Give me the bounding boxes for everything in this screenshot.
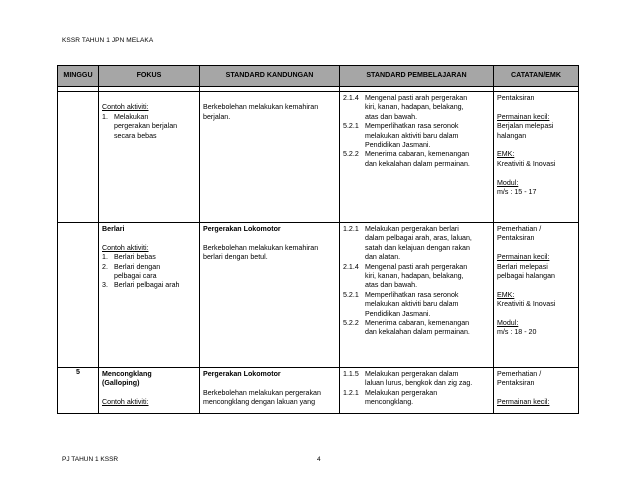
week-cell xyxy=(58,223,99,368)
kandungan-cell: Pergerakan Lokomotor Berkebolehan melakukan kemahiran berlari dengan betul. xyxy=(200,223,340,368)
list-item: 2. Berlari dengan pelbagai cara xyxy=(102,262,161,281)
list-item: 1. Melakukan pergerakan berjalan secara bebas xyxy=(102,112,178,140)
table-row xyxy=(58,223,579,368)
standard-item: 5.2.2 Menerima cabaran, kemenangan dan kekalahan dalam permainan. xyxy=(343,150,470,168)
week-cell xyxy=(58,92,99,223)
column-header: MINGGU xyxy=(58,66,99,87)
column-header: FOKUS xyxy=(99,66,200,87)
catatan-cell: Pemerhatian / Pentaksiran Permainan kecil: xyxy=(494,368,579,414)
fokus-title: Berlari xyxy=(102,225,125,233)
column-header: CATATAN/EMK xyxy=(494,66,579,87)
standard-item: 1.1.5 Melakukan pergerakan dalam laluan lurus, bengkok dan zig zag. xyxy=(343,370,473,388)
standard-item: 5.2.2 Menerima cabaran, kemenangan dan kekalahan dalam permainan. xyxy=(343,319,470,337)
fokus-title: Mencongklang xyxy=(102,370,152,378)
pembelajaran-cell xyxy=(340,223,494,368)
kandungan-cell: Pergerakan Lokomotor Berkebolehan melakukan pergerakan mencongklang dengan lakuan yang xyxy=(200,368,340,414)
table-header-row xyxy=(58,66,579,87)
table-row xyxy=(58,368,579,414)
pembelajaran-cell xyxy=(340,368,494,414)
week-cell: 5 xyxy=(58,368,99,414)
example-activity-label: Contoh aktiviti: xyxy=(102,103,149,112)
example-activity-label: Contoh aktiviti: xyxy=(102,398,149,407)
column-header: STANDARD PEMBELAJARAN xyxy=(340,66,494,87)
page-header: KSSR TAHUN 1 JPN MELAKA xyxy=(62,37,154,44)
standard-item: 5.2.1 Memperlihatkan rasa seronok melakukan aktiviti baru dalam Pendidikan Jasmani. xyxy=(343,122,459,150)
kandungan-title: Pergerakan Lokomotor xyxy=(203,225,281,233)
page-number: 4 xyxy=(317,456,321,463)
list-item: 1. Berlari bebas xyxy=(102,253,156,262)
lesson-plan-table xyxy=(57,65,579,414)
column-header: STANDARD KANDUNGAN xyxy=(200,66,340,87)
list-item: 3. Berlari pelbagai arah xyxy=(102,281,180,290)
fokus-cell: Mencongklang (Galloping) Contoh aktiviti: xyxy=(99,368,200,414)
standard-item: 2.1.4 Mengenal pasti arah pergerakan kiri, kanan, hadapan, belakang, atas dan bawah. xyxy=(343,262,468,290)
fokus-cell xyxy=(99,223,200,368)
kandungan-cell: Berkebolehan melakukan kemahiran berjalan. xyxy=(200,92,340,223)
pembelajaran-cell xyxy=(340,92,494,223)
catatan-cell: Pemerhatian / Pentaksiran Permainan kecil: Berlari melepasi pelbagai halangan EMK: Kreativiti & Inovasi Modul: m/s : 18 - 20 xyxy=(494,223,579,368)
fokus-cell xyxy=(99,92,200,223)
standard-item: 5.2.1 Memperlihatkan rasa seronok melakukan aktiviti baru dalam Pendidikan Jasmani. xyxy=(343,290,459,318)
standard-item: 1.2.1 Melakukan pergerakan mencongklang. xyxy=(343,388,438,407)
standard-item: 1.2.1 Melakukan pergerakan berlari dalam pelbagai arah, aras, laluan, satah dan kelajuan dengan rakan dan alatan. xyxy=(343,225,472,262)
kandungan-title: Pergerakan Lokomotor xyxy=(203,370,281,378)
table-row xyxy=(58,92,579,223)
catatan-cell: Pentaksiran Permainan kecil: Berjalan melepasi halangan EMK: Kreativiti & Inovasi Modul: m/s : 15 - 17 xyxy=(494,92,579,223)
standard-item: 2.1.4 Mengenal pasti arah pergerakan kiri, kanan, hadapan, belakang, atas dan bawah. xyxy=(343,94,468,121)
example-activity-label: Contoh aktiviti: xyxy=(102,243,149,252)
page-footer: PJ TAHUN 1 KSSR xyxy=(62,456,119,463)
